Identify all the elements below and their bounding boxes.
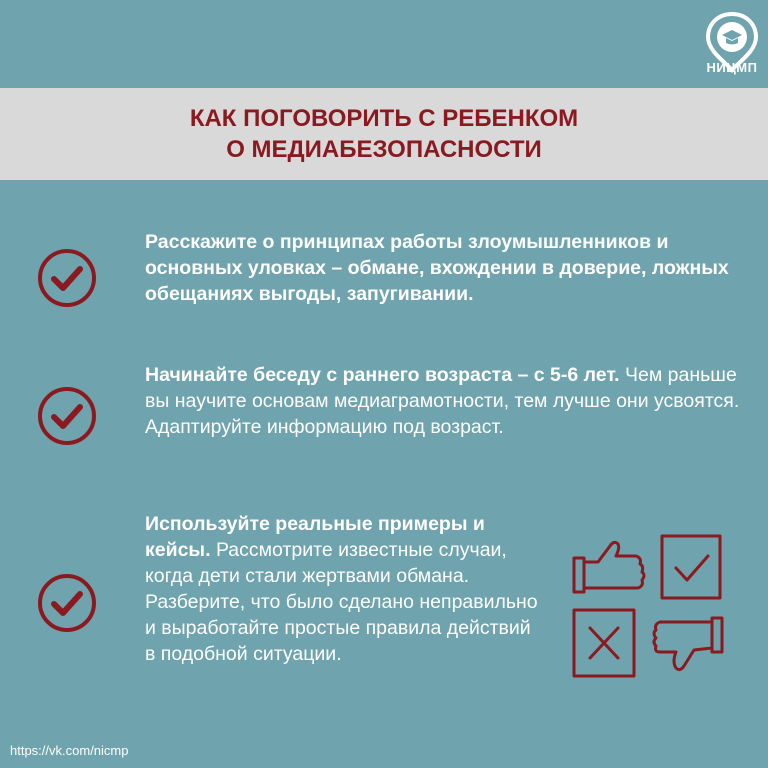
tip-block-2 bbox=[145, 362, 745, 440]
checkmark-circle-icon bbox=[36, 572, 98, 634]
tip-1-text: Расскажите о принципах работы злоумышленников и основных уловках – обмане, вхождении в доверие, ложных обещаниях выгоды, запугивании. bbox=[145, 231, 729, 305]
checkmark-circle-icon bbox=[36, 385, 98, 447]
tip-3-lead: Используйте реальные примеры и кейсы. bbox=[145, 513, 485, 561]
logo-text: НИЦМП bbox=[706, 60, 758, 75]
page-title-line-2: О МЕДИАБЕЗОПАСНОСТИ bbox=[226, 136, 542, 163]
thumbs-up-down-illustration-icon bbox=[570, 530, 726, 682]
page-title-line-1: КАК ПОГОВОРИТЬ С РЕБЕНКОМ bbox=[189, 105, 579, 132]
checkmark-circle-icon bbox=[36, 247, 98, 309]
title-banner bbox=[0, 88, 768, 180]
tip-block-3 bbox=[145, 511, 540, 667]
tip-3-text: Рассмотрите известные случаи, когда дети стали жертвами обмана. Разберите, что было сделано неправильно и выработайте простые правила действий в подобной ситуации. bbox=[145, 539, 538, 665]
source-link[interactable]: https://vk.com/nicmp bbox=[10, 743, 129, 758]
tip-2-lead: Начинайте беседу с раннего возраста – с 5-6 лет. bbox=[145, 364, 620, 386]
tip-block-1 bbox=[145, 229, 745, 307]
tip-2-text: Чем раньше вы научите основам медиаграмотности, тем лучше они усвоятся. Адаптируйте информацию под возраст. bbox=[145, 364, 740, 438]
